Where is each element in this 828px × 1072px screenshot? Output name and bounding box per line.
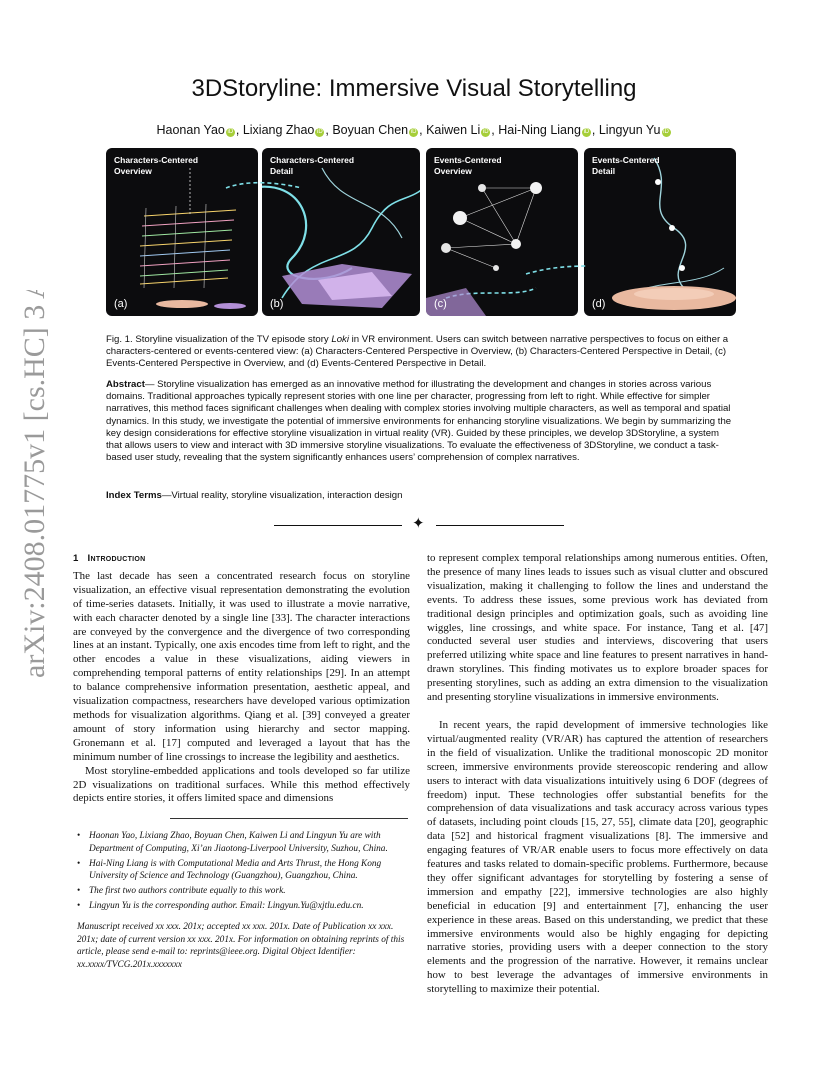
body-column-right <box>427 552 768 997</box>
index-terms-label: Index Terms <box>106 490 162 501</box>
index-terms <box>106 490 736 501</box>
footnote-rule <box>170 818 408 819</box>
body-paragraph: The last decade has seen a concentrated research focus on storyline visualization, an effective visual representation demonstrating the evolution of time-series datasets. Initially, it was used to illustrate a movie narrative, with each character denoted by a single line [33]. The character interactions are conveyed by the convergence and the divergence of two corresponding lines at an instant. Typically, one axis encodes time from left to right, and the other encodes a value in these visualizations, aiding viewers in comprehending temporal patterns of entity relationships [29]. In an attempt to balance comprehensive information presentation, aesthetic appeal, and visualization compactness, researchers have developed various optimization methods for visualization algorithms. Qiang et al. [39] conveyed a greater amount of story information using hierarchy and sector mapping. Gronemann et al. [17] computed and leveraged a layout that has the minimum number of line crossings to increase the legibility and aesthetics. <box>73 569 410 763</box>
orcid-icon[interactable]: iD <box>583 129 590 135</box>
author-name: Lingyun Yu <box>598 123 661 137</box>
author-list: Haonan Yao iD , Lixiang Zhao iD , Boyuan Chen iD , Kaiwen Li iD , Hai-Ning Liang iD , Lingyun Yu iD <box>156 123 669 137</box>
arxiv-identifier-stamp <box>20 290 50 680</box>
panel-label: (b) <box>270 298 284 310</box>
panel-title: Characters-Centered Overview <box>114 155 199 176</box>
abstract-label: Abstract <box>106 379 145 390</box>
teaser-figure <box>106 148 736 316</box>
orcid-icon[interactable]: iD <box>227 129 234 135</box>
body-column-left <box>73 552 410 806</box>
footnotes <box>73 830 410 972</box>
panel-label: (c) <box>434 298 447 310</box>
section-divider <box>274 515 564 532</box>
panel-title: Events-Centered Detail <box>592 155 660 176</box>
panel-title: Characters-Centered Detail <box>270 155 355 176</box>
author-name: Lixiang Zhao <box>242 123 315 137</box>
body-paragraph: Most storyline-embedded applications and tools developed so far utilize 2D visualizations on traditional surfaces. While this method effectively depicts entire stories, it offers limited space and dimensions <box>73 764 410 805</box>
footnote-item: • Hai-Ning Liang is with Computational Media and Arts Thrust, the Hong Kong University of Science and Technology (Guangzhou), Guangzhou, China. <box>73 858 410 884</box>
paper-title: 3DStoryline: Immersive Visual Storytelling <box>191 75 637 102</box>
footnote-item: • The first two authors contribute equally to this work. <box>73 885 410 898</box>
orcid-icon[interactable]: iD <box>410 129 417 135</box>
author-name: Kaiwen Li <box>426 123 481 137</box>
author-name: Boyuan Chen <box>332 123 409 137</box>
index-terms-text: —Virtual reality, storyline visualization, interaction design <box>161 490 403 501</box>
panel-label: (a) <box>114 298 128 310</box>
caption-emphasis: Loki <box>331 334 349 345</box>
manuscript-note: Manuscript received xx xxx. 201x; accepted xx xxx. 201x. Date of Publication xx xxx. 201x; date of current version xx xxx. 201x. For information on obtaining reprints of this article, please send e-mail to: reprints@ieee.org. Digital Object Identifier: xx.xxxx/TVCG.201x.xxxxxxx <box>77 921 405 971</box>
transition-arrows <box>106 148 736 316</box>
orcid-icon[interactable]: iD <box>317 129 323 135</box>
panel-title: Events-Centered Overview <box>434 155 502 176</box>
figure-caption: Fig. 1. Storyline visualization of the TV episode story Loki in VR environment. Users can switch between narrative perspectives to focus on either a characters-centered or events-centered view: (a) Characters-Centered Perspective in Overview, (b) Characters-Centered Perspective in Detail, (c) Events-Centered Perspective in Overview, and (d) Events-Centered Perspective in Detail. <box>106 334 729 370</box>
author-name: Haonan Yao <box>156 123 225 137</box>
abstract <box>106 379 736 464</box>
footnote-item: • Lingyun Yu is the corresponding author. Email: Lingyun.Yu@xjtlu.edu.cn. <box>73 900 410 913</box>
footnote-item: • Haonan Yao, Lixiang Zhao, Boyuan Chen, Kaiwen Li and Lingyun Yu are with Department of Computing, Xi’an Jiaotong-Liverpool University, Suzhou, China. <box>73 830 410 856</box>
arxiv-identifier-text: arXiv:2408.01775v1 [cs.HC] 3 Aug 2024 <box>20 290 50 678</box>
body-paragraph: to represent complex temporal relationships among numerous entities. Often, the presence of many lines leads to issues such as visual clutter and obscured visualization, making it challenging to follow the lines and understand the events. To address these issues, some previous work has deviated from traditional design principles and optimization goals, such as avoiding line wiggles, line crossings, and white space. For instance, Tang et al. [47] conducted several user studies and interviews, discovering that users preferred utilizing white space and line features to present narratives in hand-drawn storylines. This finding motivates us to explore broader spaces for presenting storylines, such as adding an extra dimension to the visualization and presenting storyline visualizations in immersive environments. <box>427 552 768 704</box>
divider-ornament: ✦ <box>412 515 425 532</box>
orcid-icon[interactable]: iD <box>663 129 669 135</box>
abstract-text: — Storyline visualization has emerged as an innovative method for illustrating the development and changes in stories across various domains. Traditional approaches typically represent stories with one line per character, progressing from left to right. While effective for simpler narratives, this method faces significant challenges when dealing with complex stories involving multiple characters, as well as temporal and spatial dynamics. In this study, we investigate the potential of immersive environments for enhancing storyline visualizations. We begin by summarizing the key design considerations for effective storyline visualization in virtual reality (VR). Guided by these principles, we develop 3DStoryline, a system that allows users to view and interact with 3D immersive storyline visualizations. To evaluate the effectiveness of 3DStoryline, we conduct a task-based user study, revealing that the system significantly enhances users’ comprehension of complex narratives. <box>106 379 732 464</box>
author-name: Hai-Ning Liang <box>498 123 581 137</box>
panel-label: (d) <box>592 298 606 310</box>
body-paragraph: In recent years, the rapid development of immersive technologies like virtual/augmented reality (VR/AR) has captured the attention of researchers in the field of visualization. Unlike the traditional monoscopic 2D monitor screen, immersive environments provide stereoscopic rendering and allow users to interact with data visualizations intuitively using 6 DOF (degrees of freedom) input. These technologies offer substantial benefits for the comprehension of data visualizations and task accuracy across various types of datasets, including point clouds [15, 27, 55], climate data [20], geographic data [52] and historical fragment visualizations [8]. The immersive and engaging features of VR/AR enable users to focus more effectively on data features and tasks related to domain-specific problems. Furthermore, because they offer significant advantages for storytelling by fostering a sense of immersion and empathy [22], immersive technologies are also highly beneficial in education [9] and entertainment [7], enhancing the user experience in these areas. Based on this understanding, we predict that these immersive environments would also be highly engaging for depicting narrative stories, providing users with a deeper connection to the story elements and the progression of the narrative. However, it remains unclear how to best leverage the advantages of immersive environments in storytelling to maximize their potential. <box>427 718 768 996</box>
section-heading: 1 Introduction <box>73 553 146 564</box>
orcid-icon[interactable]: iD <box>482 129 489 135</box>
